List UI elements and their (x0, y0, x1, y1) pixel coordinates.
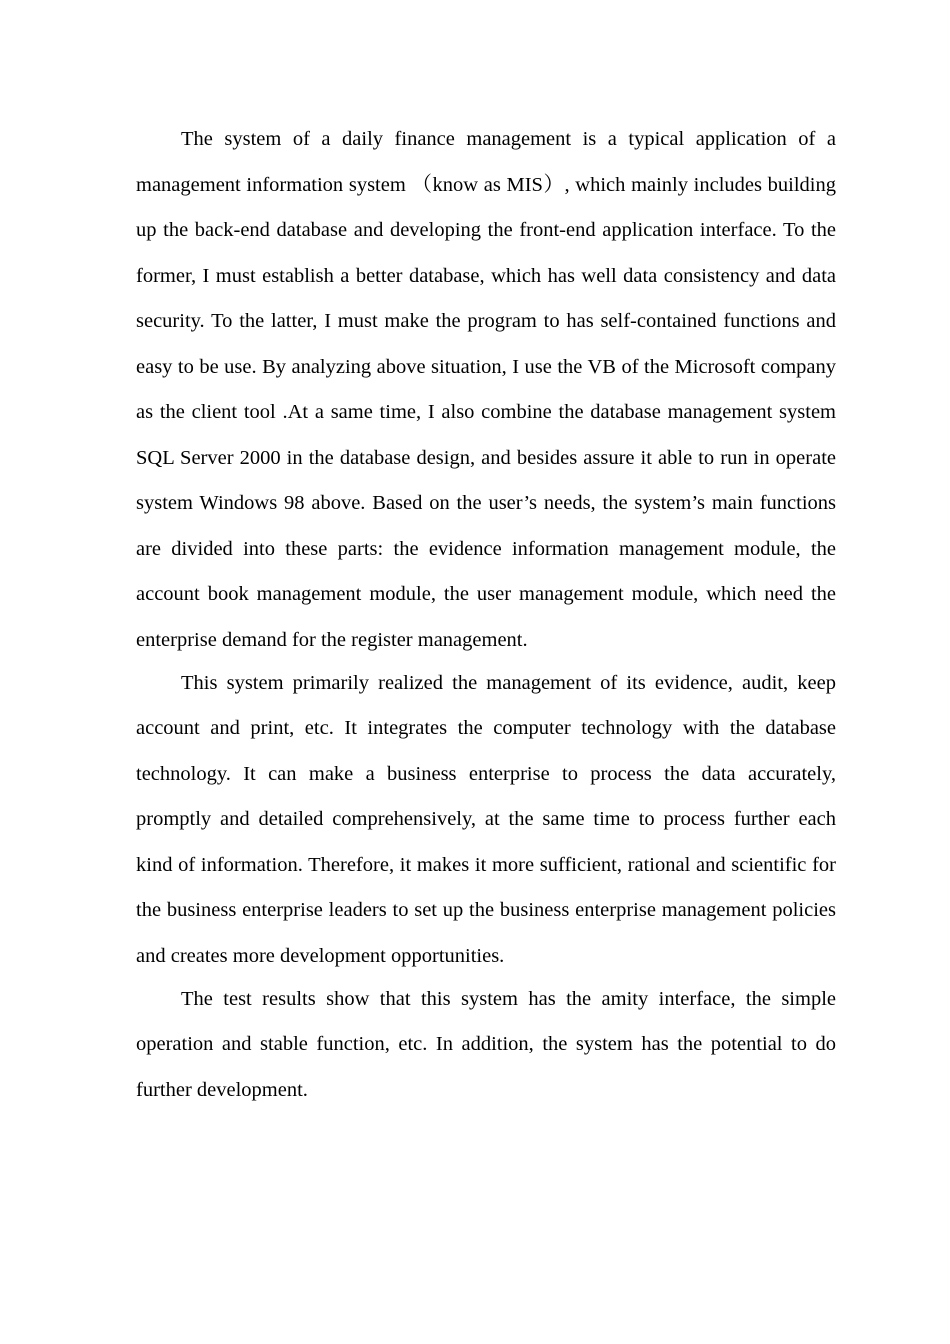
abstract-body (136, 117, 836, 1111)
paragraph-test-results: The test results show that this system has the amity interface, the simple operation and stable function, etc. In addition, the system has the potential to do further development. (136, 987, 836, 1101)
paragraph-system-overview: The system of a daily finance management is a typical application of a management information system （know as MIS）, which mainly includes building up the back-end database and developing the front-end application interface. To the former, I must establish a better database, which has well data consistency and data security. To the latter, I must make the program to has self-contained functions and easy to be use. By analyzing above situation, I use the VB of the Microsoft company as the client tool .At a same time, I also combine the database management system SQL Server 2000 in the database design, and besides assure it able to run in operate system Windows 98 above. Based on the user’s needs, the system’s main functions are divided into these parts: the evidence information management module, the account book management module, the user management module, which need the enterprise demand for the register management. (136, 128, 836, 651)
paragraph-system-functions: This system primarily realized the management of its evidence, audit, keep account and print, etc. It integrates the computer technology with the database technology. It can make a business enterprise to process the data accurately, promptly and detailed comprehensively, at the same time to process further each kind of information. Therefore, it makes it more sufficient, rational and scientific for the business enterprise leaders to set up the business enterprise management policies and creates more development opportunities. (136, 671, 836, 967)
